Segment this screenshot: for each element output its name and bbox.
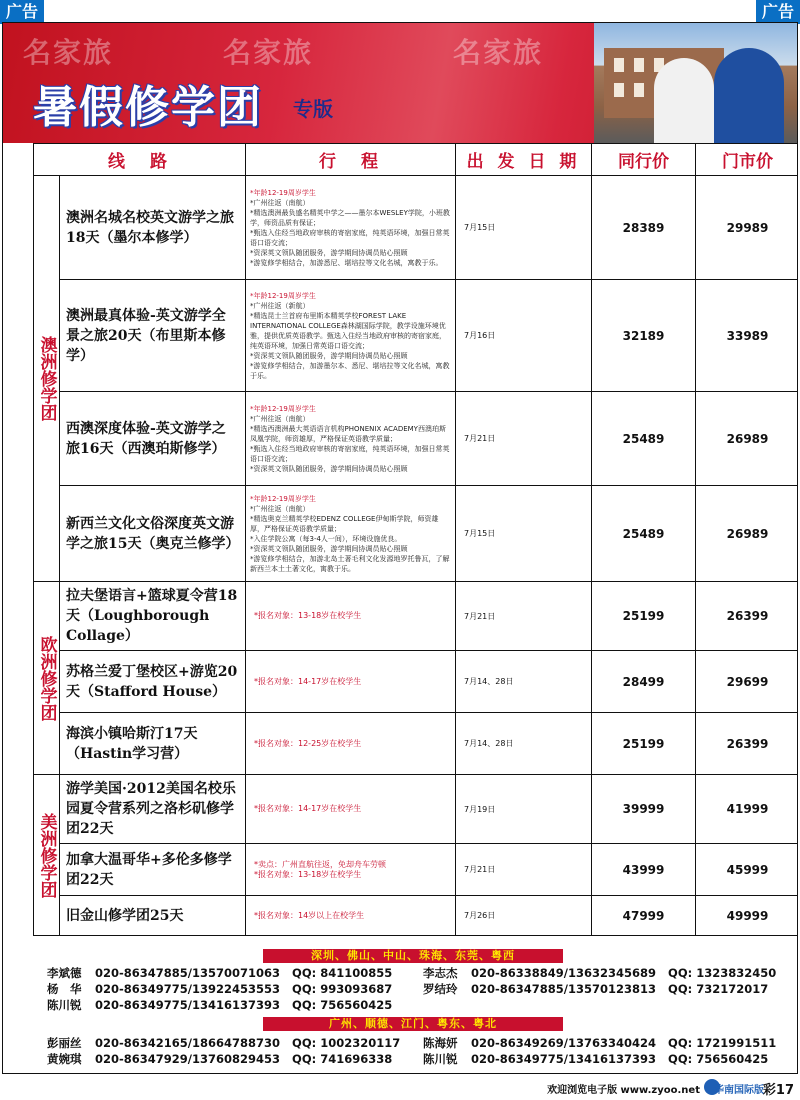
contact-name: 黄婉琪 xyxy=(47,1052,82,1066)
contact-section xyxy=(3,945,798,1074)
route-name: 旧金山修学团25天 xyxy=(60,896,246,936)
route-name: 海滨小镇哈斯汀17天（Hastin学习营） xyxy=(60,713,246,775)
table-row xyxy=(34,896,799,936)
page-title: 暑假修学团 xyxy=(33,82,263,133)
retail-price: 49999 xyxy=(696,896,799,936)
departure-date: 7月21日 xyxy=(456,582,592,651)
retail-price: 45999 xyxy=(696,844,799,896)
itinerary-note: *报名对象：13-18岁在校学生 xyxy=(246,582,456,651)
route-name: 新西兰文化文俗深度英文游学之旅15天（奥克兰修学） xyxy=(60,486,246,582)
table-row xyxy=(34,844,799,896)
contact-name: 罗结玲 xyxy=(423,982,458,996)
contact-name: 杨 华 xyxy=(47,982,82,996)
itinerary-line: *精选昆士兰首府布里斯本精英学校FOREST LAKE INTERNATIONAL COLLEGE森林湖国际学院，教学设施环境优雅，提供优质英语教学。甄选入住经当地政府审核的寄宿家庭，纯英语环境，加强日常英语口语交流； xyxy=(250,311,446,350)
itinerary xyxy=(246,486,456,582)
page-subtitle: 专版 xyxy=(293,97,333,121)
itinerary-note xyxy=(246,844,456,896)
itinerary-line: *精选澳洲最负盛名精英中学之——墨尔本WESLEY学院，小班教学，师资品质有保证； xyxy=(250,208,450,227)
contact-qq: QQ: 756560425 xyxy=(292,998,393,1012)
ad-badge-right: 广告 xyxy=(756,0,800,24)
header-itinerary: 行 程 xyxy=(246,144,456,176)
departure-date: 7月14、28日 xyxy=(456,713,592,775)
table-row xyxy=(34,775,799,844)
contact-row xyxy=(423,1051,768,1067)
itinerary-line: *精选奥克兰精英学校EDENZ COLLEGE伊甸斯学院，师资雄厚，严格保证英语教学质量； xyxy=(250,514,439,533)
contact-row xyxy=(47,981,392,997)
itinerary xyxy=(246,392,456,486)
itinerary-line: *广州往返（南航） xyxy=(250,504,310,513)
selling-point: *卖点：广州直航往返，免却舟车劳顿 xyxy=(254,859,386,869)
contact-phone: 020-86347885/13570123813 xyxy=(471,982,657,996)
departure-date: 7月21日 xyxy=(456,844,592,896)
tour-table xyxy=(33,143,798,936)
route-name: 澳洲最真体验-英文游学全景之旅20天（布里斯本修学） xyxy=(60,280,246,392)
trade-price: 25199 xyxy=(592,582,696,651)
contact-phone: 020-86347885/13570071063 xyxy=(95,966,281,980)
route-name: 苏格兰爱丁堡校区+游览20天（Stafford House） xyxy=(60,651,246,713)
departure-date: 7月15日 xyxy=(456,486,592,582)
contact-phone: 020-86347929/13760829453 xyxy=(95,1052,281,1066)
contact-row xyxy=(423,981,768,997)
contact-phone: 020-86349775/13416137393 xyxy=(95,998,281,1012)
route-name: 拉夫堡语言+篮球夏令营18天（Loughborough Collage） xyxy=(60,582,246,651)
contact-row xyxy=(47,1051,392,1067)
region-bar-2: 广州、顺德、江门、粤东、粤北 xyxy=(263,1017,563,1031)
route-name: 加拿大温哥华+多伦多修学团22天 xyxy=(60,844,246,896)
retail-price: 29989 xyxy=(696,176,799,280)
contact-qq: QQ: 732172017 xyxy=(668,982,769,996)
trade-price: 28499 xyxy=(592,651,696,713)
contact-row xyxy=(423,1035,776,1051)
trade-price: 39999 xyxy=(592,775,696,844)
contact-name: 陈川锐 xyxy=(47,998,82,1012)
contact-name: 彭丽丝 xyxy=(47,1036,82,1050)
departure-date: 7月21日 xyxy=(456,392,592,486)
contact-row xyxy=(47,997,392,1013)
itinerary-line: *资深英文领队随团服务，游学期间协调员贴心照顾 xyxy=(250,544,408,553)
watermark: 名家旅 xyxy=(223,36,314,69)
trade-price: 43999 xyxy=(592,844,696,896)
contact-qq: QQ: 841100855 xyxy=(292,966,393,980)
table-header xyxy=(34,144,799,176)
retail-price: 26399 xyxy=(696,582,799,651)
route-name: 澳洲名城名校英文游学之旅18天（墨尔本修学） xyxy=(60,176,246,280)
itinerary-note: *报名对象：14岁以上在校学生 xyxy=(246,896,456,936)
contact-phone: 020-86349775/13922453553 xyxy=(95,982,281,996)
header-retail-price: 门市价 xyxy=(696,144,799,176)
itinerary-note: *报名对象：14-17岁在校学生 xyxy=(246,651,456,713)
page-number: 彩17 xyxy=(762,1083,794,1098)
trade-price: 25199 xyxy=(592,713,696,775)
retail-price: 29699 xyxy=(696,651,799,713)
contact-qq: QQ: 741696338 xyxy=(292,1052,393,1066)
contact-row xyxy=(423,965,776,981)
departure-date: 7月14、28日 xyxy=(456,651,592,713)
table-row xyxy=(34,280,799,392)
itinerary-line: *年龄12-19周岁学生 xyxy=(250,188,316,197)
trade-price: 32189 xyxy=(592,280,696,392)
watermark: 名家旅 xyxy=(453,36,544,69)
contact-phone: 020-86342165/18664788730 xyxy=(95,1036,281,1050)
departure-date: 7月19日 xyxy=(456,775,592,844)
itinerary-line: *入住学院公寓（每3-4人一间），环境设施优良。 xyxy=(250,534,402,543)
category-americas: 美洲修学团 xyxy=(34,775,60,936)
contact-name: 陈海妍 xyxy=(423,1036,458,1050)
ad-badge-left: 广告 xyxy=(0,0,44,24)
itinerary-line: *广州往返（南航） xyxy=(250,414,310,423)
students-photo xyxy=(594,23,798,143)
itinerary-line: *广州往返（新航） xyxy=(250,301,310,310)
itinerary-line: *游览修学相结合，加游悉尼、堪培拉等文化名城，寓教于乐。 xyxy=(250,258,443,267)
retail-price: 33989 xyxy=(696,280,799,392)
route-name: 游学美国·2012美国名校乐园夏令营系列之洛杉矶修学团22天 xyxy=(60,775,246,844)
contact-qq: QQ: 756560425 xyxy=(668,1052,769,1066)
itinerary-line: *资深英文领队随团服务，游学期间协调员贴心照顾 xyxy=(250,351,408,360)
itinerary-line: *年龄12-19周岁学生 xyxy=(250,404,316,413)
retail-price: 41999 xyxy=(696,775,799,844)
footer-brand: 华南国际版 xyxy=(714,1085,764,1096)
itinerary-line: *广州往返（南航） xyxy=(250,198,310,207)
footer-link-text[interactable]: 欢迎浏览电子版 www.zyoo.net xyxy=(547,1085,700,1096)
contact-row xyxy=(47,965,392,981)
retail-price: 26399 xyxy=(696,713,799,775)
table-row xyxy=(34,486,799,582)
footer xyxy=(0,1075,800,1100)
contact-phone: 020-86349269/13763340424 xyxy=(471,1036,657,1050)
itinerary-note: *报名对象：12-25岁在校学生 xyxy=(246,713,456,775)
contact-name: 李志杰 xyxy=(423,966,458,980)
itinerary-line: *资深英文领队随团服务，游学期间协调员贴心照顾 xyxy=(250,464,408,473)
hero-banner xyxy=(3,23,798,143)
category-europe: 欧洲修学团 xyxy=(34,582,60,775)
contact-phone: 020-86338849/13632345689 xyxy=(471,966,657,980)
retail-price: 26989 xyxy=(696,392,799,486)
retail-price: 26989 xyxy=(696,486,799,582)
itinerary xyxy=(246,280,456,392)
contact-qq: QQ: 993093687 xyxy=(292,982,393,996)
itinerary-line: *年龄12-19周岁学生 xyxy=(250,291,316,300)
region-bar-1: 深圳、佛山、中山、珠海、东莞、粤西 xyxy=(263,949,563,963)
contact-qq: QQ: 1323832450 xyxy=(668,966,777,980)
itinerary-line: *甄选入住经当地政府审核的寄宿家庭，纯英语环境，加强日常英语口语交流； xyxy=(250,228,450,247)
table-row xyxy=(34,713,799,775)
table-row xyxy=(34,176,799,280)
contact-qq: QQ: 1002320117 xyxy=(292,1036,401,1050)
departure-date: 7月26日 xyxy=(456,896,592,936)
itinerary xyxy=(246,176,456,280)
trade-price: 28389 xyxy=(592,176,696,280)
trade-price: 25489 xyxy=(592,486,696,582)
watermark: 名家旅 xyxy=(23,36,114,69)
departure-date: 7月16日 xyxy=(456,280,592,392)
header-date: 出 发 日 期 xyxy=(456,144,592,176)
itinerary-line: *资深英文领队随团服务，游学期间协调员贴心照顾 xyxy=(250,248,408,257)
category-australia: 澳洲修学团 xyxy=(34,176,60,582)
eligibility: *报名对象：13-18岁在校学生 xyxy=(254,869,362,879)
header-route: 线 路 xyxy=(34,144,246,176)
contact-name: 李斌德 xyxy=(47,966,82,980)
departure-date: 7月15日 xyxy=(456,176,592,280)
table-row xyxy=(34,582,799,651)
header-trade-price: 同行价 xyxy=(592,144,696,176)
contact-phone: 020-86349775/13416137393 xyxy=(471,1052,657,1066)
table-row xyxy=(34,392,799,486)
contact-name: 陈川锐 xyxy=(423,1052,458,1066)
trade-price: 25489 xyxy=(592,392,696,486)
itinerary-note: *报名对象：14-17岁在校学生 xyxy=(246,775,456,844)
itinerary-line: *精选西澳洲最大英语语言机构PHONENIX ACADEMY西澳珀斯凤凰学院，师资雄厚，严格保证英语教学质量； xyxy=(250,424,446,443)
contact-row xyxy=(47,1035,400,1051)
itinerary-line: *游览修学相结合，加游北岛土著毛利文化发源地罗托鲁瓦，了解新西兰本土土著文化，寓教于乐。 xyxy=(250,554,450,573)
table-row xyxy=(34,651,799,713)
itinerary-line: *甄选入住经当地政府审核的寄宿家庭，纯英语环境，加强日常英语口语交流； xyxy=(250,444,450,463)
itinerary-line: *游览修学相结合，加游墨尔本、悉尼、堪培拉等文化名城，寓教于乐。 xyxy=(250,361,450,380)
contact-qq: QQ: 1721991511 xyxy=(668,1036,777,1050)
itinerary-line: *年龄12-19周岁学生 xyxy=(250,494,316,503)
brochure-page xyxy=(2,22,798,1074)
trade-price: 47999 xyxy=(592,896,696,936)
route-name: 西澳深度体验-英文游学之旅16天（西澳珀斯修学） xyxy=(60,392,246,486)
